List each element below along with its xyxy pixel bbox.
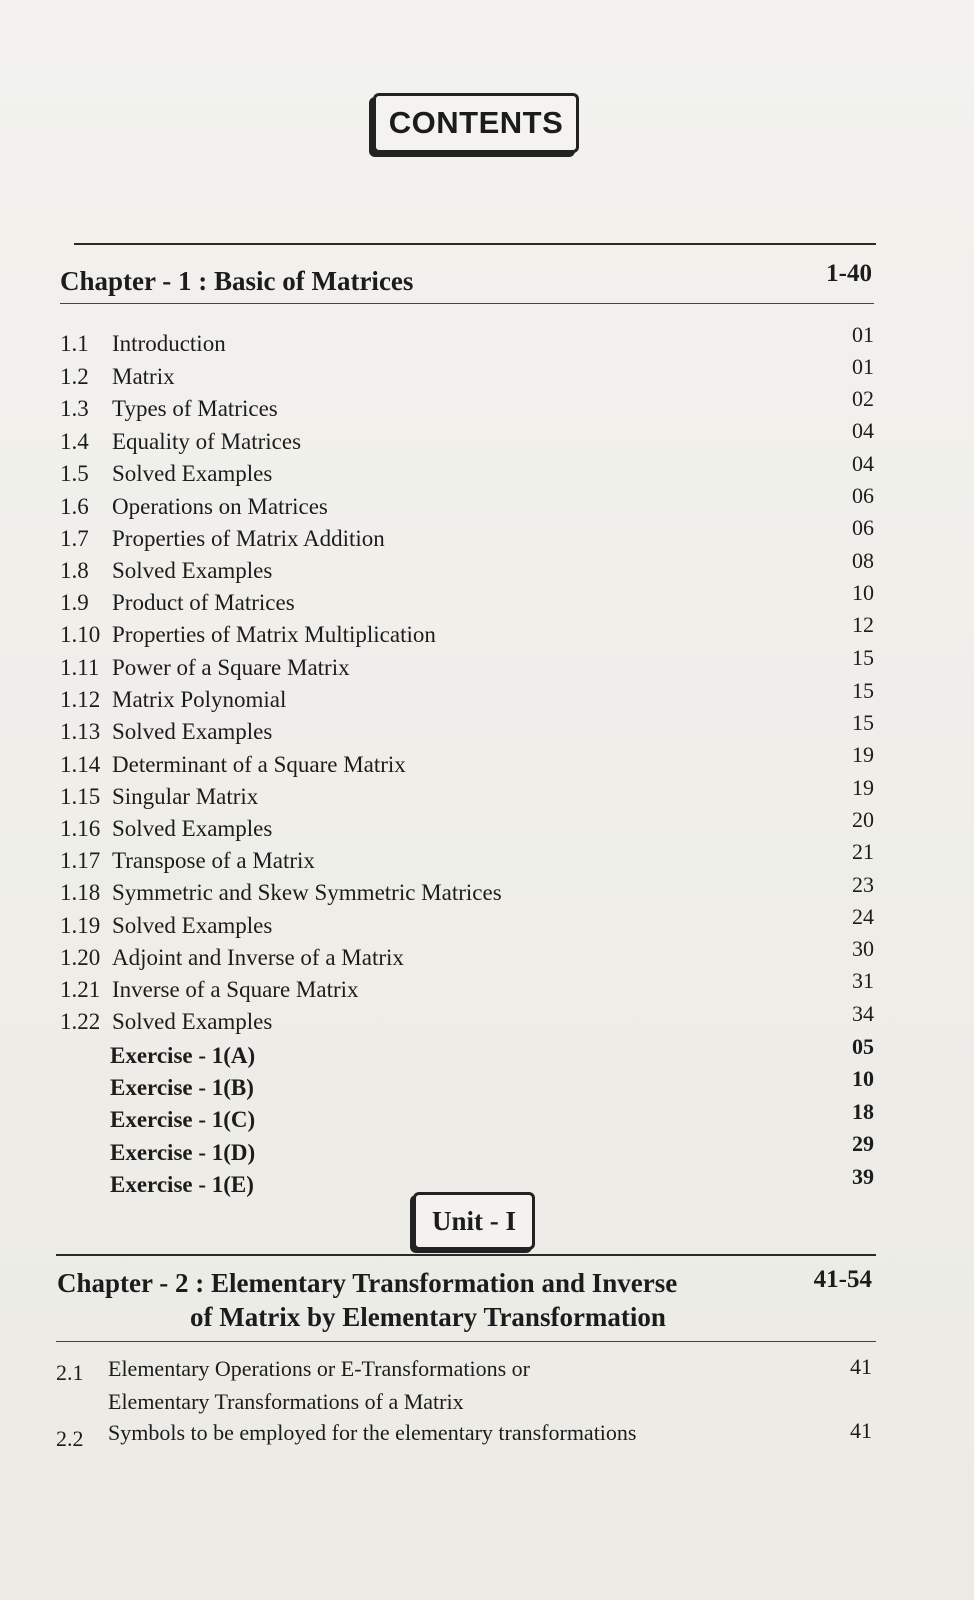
exercise-page: 10 [852,1066,874,1091]
entry-number: 1.1 [60,331,89,356]
entry-page: 04 [852,451,874,476]
entry-title: Matrix [112,364,175,389]
toc-entry [60,945,820,977]
entry-page: 15 [852,645,874,670]
entry-page: 15 [852,678,874,703]
toc-entry [60,816,820,848]
entry-number: 1.15 [60,784,101,809]
entry-page: 41 [850,1418,872,1443]
entry-page: 02 [852,386,874,411]
divider [60,303,874,304]
entry-title-continued: Elementary Transformations of a Matrix [108,1389,464,1414]
entry-title: Solved Examples [112,719,273,744]
entry-title: Adjoint and Inverse of a Matrix [112,945,404,970]
toc-entry [60,396,820,428]
entry-title: Solved Examples [112,816,273,841]
chapter-1-pages: 1-40 [826,260,872,287]
entry-page: 31 [852,968,874,993]
entry-number: 1.17 [60,848,101,873]
entry-number: 1.10 [60,622,101,647]
exercise-page: 29 [852,1131,874,1156]
toc-entry [60,752,820,784]
divider [56,1341,876,1342]
toc-entry [60,655,820,687]
entry-page: 15 [852,710,874,735]
entry-page: 01 [852,354,874,379]
entry-title: Solved Examples [112,1009,273,1034]
chapter-2-pages: 41-54 [813,1266,872,1293]
exercise-page: 18 [852,1099,874,1124]
entry-title: Elementary Operations or E-Transformations or [108,1356,530,1381]
entry-title: Determinant of a Square Matrix [112,752,406,777]
entry-page: 19 [852,742,874,767]
entry-number: 1.6 [60,494,89,519]
entry-title: Product of Matrices [112,590,295,615]
contents-heading [373,93,579,153]
divider [56,1254,876,1256]
toc-entry [60,622,820,654]
entry-number: 1.3 [60,396,89,421]
toc-entry [60,687,820,719]
entry-page: 30 [852,936,874,961]
entry-title: Solved Examples [112,558,273,583]
entry-number: 1.19 [60,913,101,938]
toc-entry [60,461,820,493]
toc-entry [60,590,820,622]
toc-entry [60,848,820,880]
entry-number: 1.4 [60,429,89,454]
entry-title: Matrix Polynomial [112,687,287,712]
entry-number: 1.21 [60,977,101,1002]
toc-entry [60,429,820,461]
toc-entry [60,494,820,526]
toc-entry [60,526,820,558]
entry-page: 01 [852,322,874,347]
entry-title: Solved Examples [112,913,273,938]
entry-title: Types of Matrices [112,396,278,421]
entry-number: 1.13 [60,719,101,744]
entry-page: 19 [852,775,874,800]
entry-title: Introduction [112,331,226,356]
toc-entry [60,1009,820,1041]
entry-number: 1.2 [60,364,89,389]
entry-number: 1.11 [60,655,100,680]
toc-entry [60,331,820,363]
entry-page: 06 [852,483,874,508]
entry-page: 10 [852,580,874,605]
exercise-title: Exercise - 1(B) [110,1075,254,1100]
toc-entry [60,364,820,396]
contents-title: CONTENTS [388,105,564,140]
entry-page: 23 [852,872,874,897]
entry-number: 1.7 [60,526,89,551]
entry-page: 24 [852,904,874,929]
entry-title: Solved Examples [112,461,273,486]
entry-number: 1.16 [60,816,101,841]
entry-number: 1.5 [60,461,89,486]
exercise-page: 05 [852,1034,874,1059]
entry-number: 1.9 [60,590,89,615]
entry-page: 08 [852,548,874,573]
entry-number: 1.14 [60,752,101,777]
entry-title: Symbols to be employed for the elementary transformations [108,1420,637,1445]
entry-title: Transpose of a Matrix [112,848,315,873]
entry-number: 1.12 [60,687,101,712]
exercise-title: Exercise - 1(E) [110,1172,254,1197]
entry-title: Power of a Square Matrix [112,655,350,680]
entry-page: 41 [850,1354,872,1379]
entry-number: 1.20 [60,945,101,970]
entry-title: Properties of Matrix Addition [112,526,385,551]
entry-number: 1.8 [60,558,89,583]
exercise-page: 39 [852,1164,874,1189]
unit-label: Unit - I [431,1205,516,1236]
toc-entry [60,784,820,816]
toc-entry [60,977,820,1009]
entry-page: 20 [852,807,874,832]
entry-page: 04 [852,418,874,443]
entry-title: Singular Matrix [112,784,259,809]
entry-page: 34 [852,1001,874,1026]
entry-title: Operations on Matrices [112,494,328,519]
entry-number: 2.1 [56,1360,84,1385]
entry-title: Properties of Matrix Multiplication [112,622,436,647]
toc-entry [60,558,820,590]
entry-page: 12 [852,612,874,637]
chapter-2-title-line1: Chapter - 2 : Elementary Transformation and Inverse [57,1268,678,1298]
entry-page: 21 [852,839,874,864]
divider [74,243,876,245]
entry-number: 2.2 [56,1426,84,1451]
entry-page: 06 [852,515,874,540]
toc-entry [60,880,820,912]
entry-number: 1.22 [60,1009,101,1034]
entry-title: Inverse of a Square Matrix [112,977,359,1002]
entry-number: 1.18 [60,880,101,905]
exercise-title: Exercise - 1(D) [110,1140,256,1165]
unit-badge [413,1192,535,1250]
chapter-1-title: Chapter - 1 : Basic of Matrices [60,266,414,296]
exercise-title: Exercise - 1(C) [110,1107,256,1132]
exercise-title: Exercise - 1(A) [110,1043,256,1068]
chapter-2-title-line2: of Matrix by Elementary Transformation [190,1302,666,1332]
entry-title: Equality of Matrices [112,429,302,454]
toc-entry [60,719,820,751]
toc-entry [60,913,820,945]
entry-title: Symmetric and Skew Symmetric Matrices [112,880,502,905]
